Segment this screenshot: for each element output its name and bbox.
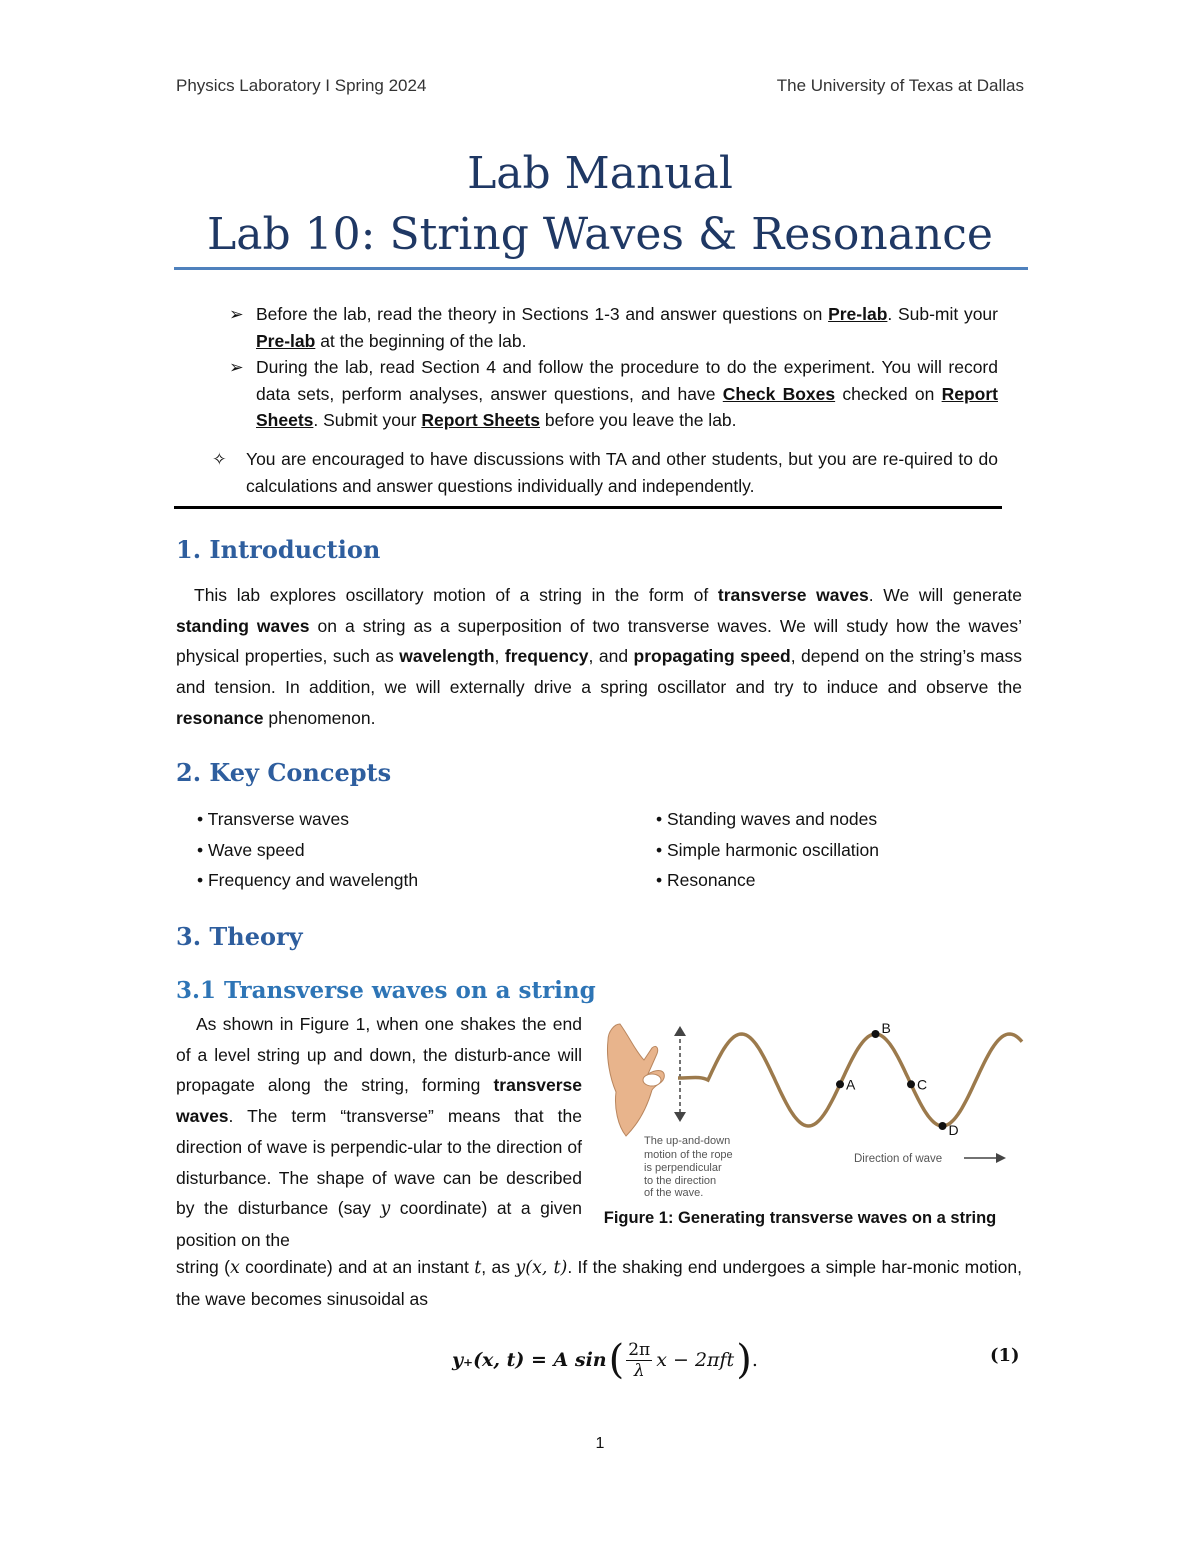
figure-note-line: motion of the rope (644, 1149, 733, 1161)
fraction (626, 1340, 652, 1381)
list-item: • Resonance (656, 870, 756, 890)
section-heading-introduction: 1. Introduction (176, 535, 381, 564)
subsection-heading-transverse-waves: 3.1 Transverse waves on a string (176, 977, 596, 1004)
equation-rest: x − 2πft (656, 1349, 735, 1371)
figure-note-line: is perpendicular (644, 1162, 722, 1174)
introduction-paragraph: This lab explores oscillatory motion of a string in the form of transverse waves. We will generate standing waves on a string as a superposition of two transverse waves. We will study how the waves’ physical properties, such as wavelength, frequency, and propagating speed, depend on the string’s mass and tension. In addition, we will externally drive a spring oscillator and try to induce and observe the resonance phenomenon. (176, 585, 1022, 728)
section-heading-theory: 3. Theory (176, 922, 303, 951)
report-sheets-link-2: Report Sheets (421, 410, 540, 430)
fraction-denominator: λ (633, 1360, 645, 1381)
wave-point-d (939, 1122, 947, 1130)
wave-point-label: C (917, 1076, 928, 1093)
wave-points (836, 1020, 959, 1138)
instruction-prelab: Before the lab, read the theory in Sections 1-3 and answer questions on Pre-lab. Sub-mit your Pre-lab at the beginning of the lab. (256, 304, 998, 351)
header-university: The University of Texas at Dallas (776, 76, 1024, 95)
wave-point-a (836, 1080, 844, 1088)
transverse-waves-paragraph-cont: string (x coordinate) and at an instant t, as y(x, t). If the shaking end undergoes a simple har-monic motion, the wave becomes sinusoidal as (176, 1257, 1023, 1309)
figure-note-line: The up-and-down (644, 1135, 731, 1147)
list-item: • Transverse waves (197, 809, 350, 829)
wave-point-label: B (881, 1020, 891, 1036)
wave-point-label: D (948, 1122, 959, 1138)
page-number: 1 (595, 1435, 605, 1452)
instruction-during-lab: During the lab, read Section 4 and follow the procedure to do the experiment. You will record data sets, perform analyses, answer questions, and have Check Boxes checked on Report Sheets. Submit your Report Sheets before you leave the lab. (256, 357, 998, 430)
prelab-link-2: Pre-lab (256, 330, 316, 351)
figure-note-line: of the wave. (644, 1187, 704, 1199)
right-arrow-icon (964, 1153, 1006, 1163)
fraction-numerator: 2π (628, 1339, 651, 1360)
figure-caption: Figure 1: Generating transverse waves on a string (603, 1209, 997, 1227)
page-title: Lab Manual (467, 148, 733, 199)
section-heading-key-concepts: 2. Key Concepts (176, 758, 392, 787)
list-item: • Standing waves and nodes (656, 809, 878, 829)
arrow-bullet-icon: ➢ (229, 357, 244, 377)
list-item: • Wave speed (197, 839, 305, 860)
equation-period: . (751, 1349, 758, 1371)
figure-transverse-wave (600, 1018, 1025, 1208)
direction-label: Direction of wave (854, 1153, 943, 1165)
up-down-arrow-icon (674, 1026, 686, 1122)
list-item: • Frequency and wavelength (197, 870, 419, 890)
arrow-bullet-icon: ➢ (229, 304, 244, 324)
open-paren: ( (608, 1337, 625, 1383)
key-concepts-left-list (197, 804, 418, 896)
close-paren: ) (736, 1337, 752, 1383)
header-course: Physics Laboratory I Spring 2024 (176, 76, 427, 95)
prelab-link: Pre-lab (828, 304, 888, 324)
equation-lhs: y₊(x, t) = A sin (452, 1349, 607, 1371)
transverse-waves-paragraph: As shown in Figure 1, when one shakes the end of a level string up and down, the disturb-ance will propagate along the string, forming transverse waves. The term “transverse” means that the direction of wave is perpendic-ular to the direction of disturbance. The shape of wave can be described by the disturbance (say y coordinate) at a given position on the (176, 1014, 582, 1250)
wave-point-b (872, 1030, 880, 1038)
page-subtitle: Lab 10: String Waves & Resonance (207, 209, 993, 260)
title-divider (174, 267, 1028, 270)
key-concepts-right-list (656, 804, 879, 896)
check-boxes-link: Check Boxes (722, 383, 836, 404)
wave-point-c (907, 1080, 915, 1088)
diamond-bullet-icon: ✧ (212, 449, 227, 469)
instruction-note: You are encouraged to have discussions with TA and other students, but you are re-quired to do calculations and answer questions individually and independently. (246, 449, 998, 496)
wave-point-label: A (846, 1076, 856, 1093)
figure-note-line: to the direction (644, 1175, 717, 1187)
equation-number: (1) (990, 1345, 1020, 1366)
list-item: • Simple harmonic oscillation (656, 839, 880, 860)
equation-1 (452, 1330, 758, 1390)
hand-icon (607, 1024, 664, 1136)
report-sheets-link: Report Sheets (256, 383, 998, 430)
instructions-divider (174, 506, 1002, 509)
